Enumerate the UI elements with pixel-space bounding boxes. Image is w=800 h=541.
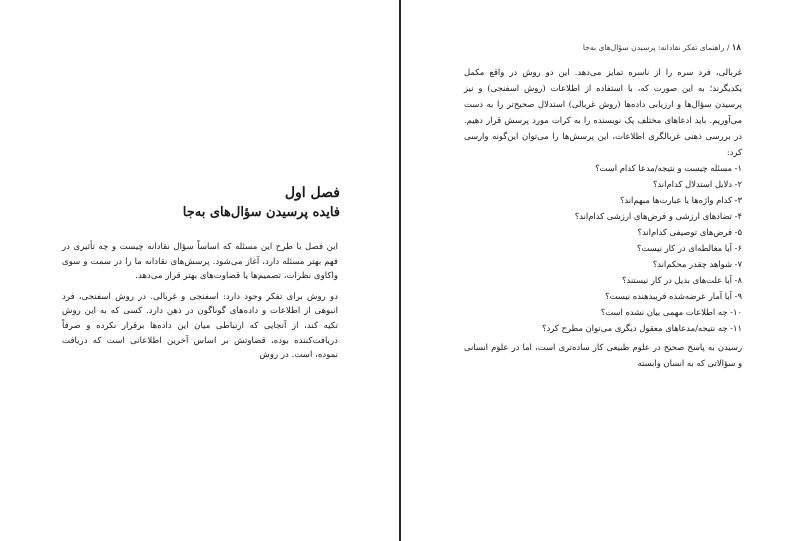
left-body-text [62,240,338,369]
running-head-separator: / [724,43,730,52]
page-number: ۱۸ [731,43,741,53]
body-paragraph: غربالی، فرد سره را از ناسره تمایز می‌دهد. این دو روش در واقع مکمل یکدیگرند؛ به این صورت که، با استفاده از اطلاعات (روش اسفنجی) و نیز پرسیدن سؤال‌ها و ارزیابی داده‌ها (روش غربالی) استدلال صحیح‌تر را به دست می‌آوریم. باید ادعاهای مختلف یک نویسنده را به کرات مورد پرسش قرار دهیم. در بررسی ذهنی غربالگری اطلاعات، این پرسش‌ها را می‌توان این‌گونه وارسی کرد: [464,67,742,157]
right-body-text [464,64,742,371]
list-item: ۹- آیا آمار عرضه‌شده فریبدهنده نیست؟ [605,291,742,301]
question-list [464,160,742,336]
list-item: ۱- مسئله چیست و نتیجه/مدعا کدام است؟ [595,163,742,173]
list-item: ۸- آیا علت‌های بدیل در کار نیستند؟ [621,275,742,285]
list-item: ۲- دلایل استدلال کدام‌اند؟ [652,179,742,189]
list-item: ۶- آیا مغالطه‌ای در کار نیست؟ [636,243,742,253]
left-page [0,0,399,541]
running-head-title: راهنمای تفکر نقادانه: پرسیدن سؤال‌های به‌جا [582,43,725,52]
chapter-number: فصل اول [284,185,340,201]
body-paragraph: رسیدن به پاسخ صحیح در علوم طبیعی کار ساده‌تری است، اما در علوم انسانی و سؤالاتی که به انسان وابسته [464,342,742,368]
body-paragraph: این فصل با طرح این مسئله که اساساً سؤال نقادانه چیست و چه تأثیری در فهم بهتر مسئله دارد، آغاز می‌شود. پرسش‌های نقادانه ما را در سمت و سوی واکاوی نظرات، تصمیم‌ها یا قضاوت‌های بهتر قرار می‌دهد. [62,242,338,282]
running-head [490,43,741,53]
list-item: ۵- فرض‌های توصیفی کدام‌اند؟ [637,227,742,237]
list-item: ۱۰- چه اطلاعات مهمی بیان نشده است؟ [600,307,742,317]
list-item: ۳- کدام واژه‌ها یا عبارت‌ها مبهم‌اند؟ [619,195,742,205]
list-item: ۴- تضادهای ارزشی و فرض‌های ارزشی کدام‌اند؟ [574,211,742,221]
chapter-title: فایده پرسیدن سؤال‌های به‌جا [182,205,340,220]
body-paragraph: دو روش برای تفکر وجود دارد: اسفنجی و غربالی. در روش اسفنجی، فرد انبوهی از اطلاعات و داده‌های گوناگون در ذهن دارد. کسی که به این روش تکیه کند، از آنجایی که ارتباطی میان این داده‌ها برقرار نکرده و صرفاً دریافت‌کننده بوده، قضاوتش بر اساس آخرین اطلاعاتی است که دریافت نموده، است. در روش [62,291,338,361]
list-item: ۱۱- چه نتیجه‌/مدعاهای معقول دیگری می‌توان مطرح کرد؟ [542,323,742,333]
list-item: ۷- شواهد چقدر محکم‌اند؟ [652,259,742,269]
chapter-heading [70,183,340,223]
